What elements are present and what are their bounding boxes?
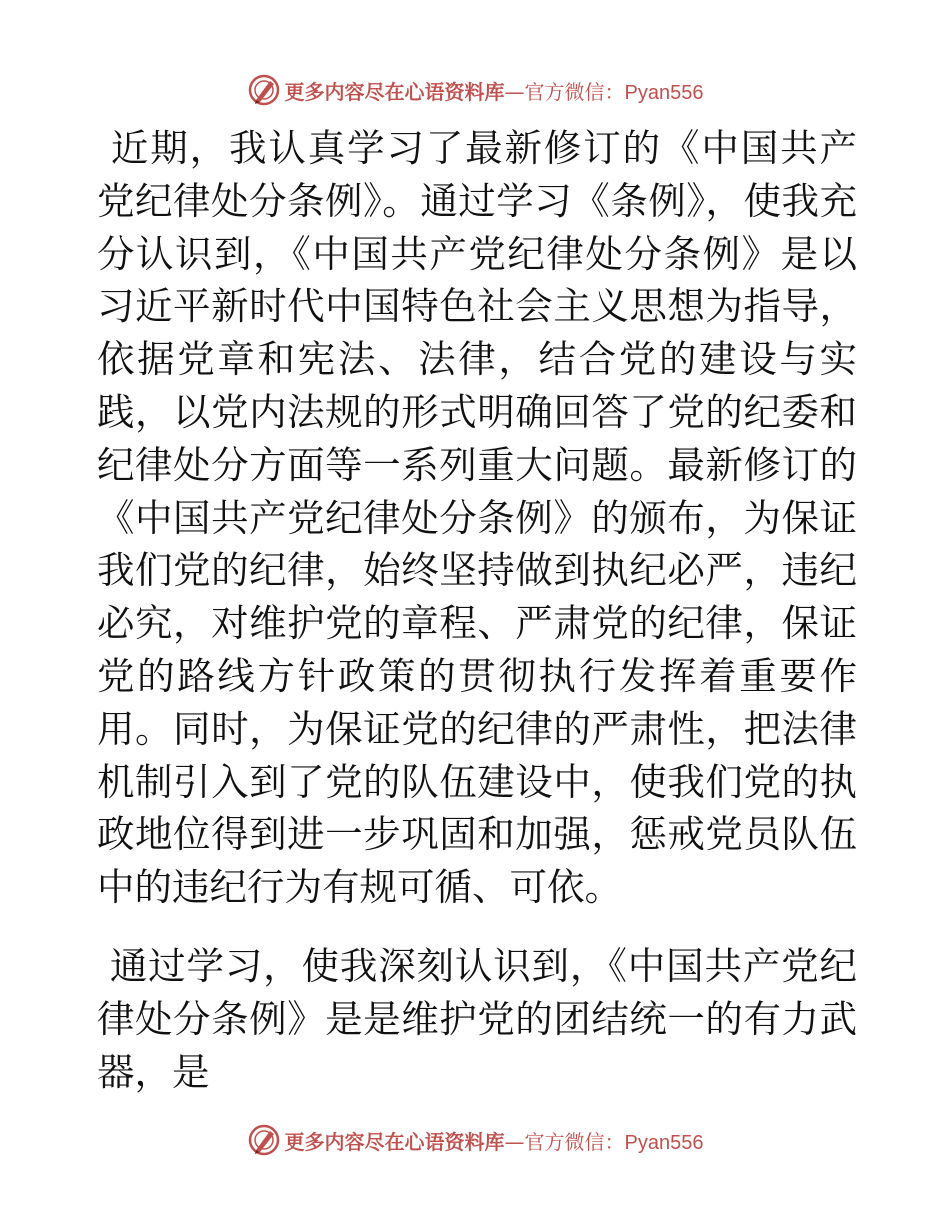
- footer-banner-separator: —: [504, 1129, 525, 1154]
- footer-banner: [0, 1122, 950, 1158]
- paragraph-1: [97, 122, 857, 914]
- header-banner-handle: Pyan556: [624, 81, 704, 104]
- footer-banner-main: 更多内容尽在心语资料库: [284, 1129, 505, 1154]
- paragraph-2-text: 通过学习，使我深刻认识到，《中国共产党纪律处分条例》是是维护党的团结统一的有力武器，是: [97, 943, 857, 1094]
- paragraph-1-text: 近期，我认真学习了最新修订的《中国共产党纪律处分条例》。通过学习《条例》，使我充分认识到，《中国共产党纪律处分条例》是以习近平新时代中国特色社会主义思想为指导，依据党章和宪法、法律，结合党的建设与实践，以党内法规的形式明确回答了党的纪委和纪律处分方面等一系列重大问题。最新修订的《中国共产党纪律处分条例》的颁布，为保证我们党的纪律，始终坚持做到执纪必严，违纪必究，对维护党的章程、严肃党的纪律，保证党的路线方针政策的贯彻执行发挥着重要作用。同时，为保证党的纪律的严肃性，把法律机制引入到了党的队伍建设中，使我们党的执政地位得到进一步巩固和加强，惩戒党员队伍中的违纪行为有规可循、可依。: [97, 126, 857, 910]
- header-banner-contact: 官方微信：: [524, 79, 625, 104]
- header-banner-separator: —: [504, 79, 525, 104]
- footer-banner-contact: 官方微信：: [524, 1129, 625, 1154]
- document-body: [97, 122, 857, 1098]
- header-banner-text: [285, 76, 704, 105]
- header-banner-main: 更多内容尽在心语资料库: [284, 79, 505, 104]
- footer-banner-text: [285, 1126, 704, 1155]
- paragraph-2: [97, 940, 857, 1098]
- pen-logo-icon: [247, 1123, 281, 1157]
- pen-logo-icon: [247, 73, 281, 107]
- header-banner: [0, 72, 950, 108]
- footer-banner-handle: Pyan556: [624, 1131, 704, 1154]
